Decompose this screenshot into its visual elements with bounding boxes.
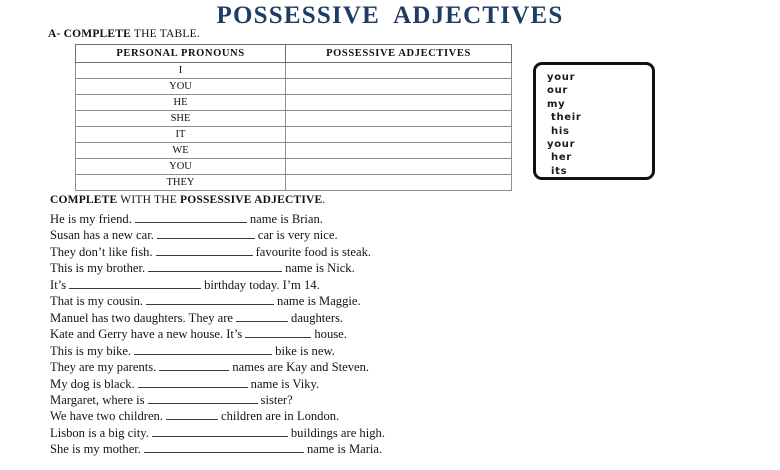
sentence-text-before: This is my bike.: [50, 343, 132, 358]
section-b-instruction-part2: WITH THE: [117, 194, 180, 206]
sentence-line: [50, 359, 750, 375]
adjective-answer-cell[interactable]: [286, 159, 512, 175]
pronoun-cell: HE: [76, 95, 286, 111]
sentence-text-after: house.: [314, 327, 347, 342]
table-row: [76, 127, 512, 143]
word-bank-item: your: [547, 139, 576, 151]
answer-blank[interactable]: [159, 359, 229, 371]
sentence-text-after: daughters.: [291, 310, 344, 325]
pronoun-cell: IT: [76, 127, 286, 143]
sentence-line: [50, 441, 750, 457]
pronoun-cell: YOU: [76, 159, 286, 175]
sentence-line: [50, 260, 750, 276]
pronoun-cell: YOU: [76, 79, 286, 95]
sentence-text-after: children are in London.: [221, 409, 340, 424]
sentence-text-before: She is my mother.: [50, 442, 141, 457]
answer-blank[interactable]: [146, 293, 274, 305]
answer-blank[interactable]: [135, 211, 247, 223]
section-b-instruction-part4: .: [322, 194, 326, 206]
sentence-line: [50, 425, 750, 441]
sentence-line: [50, 343, 750, 359]
word-bank-item: his: [551, 125, 570, 137]
column-header-possessive-adjectives: POSSESSIVE ADJECTIVES: [286, 45, 512, 63]
section-b-instruction: [50, 194, 325, 206]
sentence-text-after: car is very nice.: [257, 228, 338, 243]
sentence-text-after: name is Brian.: [249, 212, 323, 226]
adjective-answer-cell[interactable]: [286, 79, 512, 95]
word-bank-box: [533, 62, 655, 180]
sentence-text-before: Kate and Gerry have a new house. It’s: [50, 327, 243, 342]
sentence-text-after: favourite food is steak.: [255, 244, 372, 259]
adjective-answer-cell[interactable]: [286, 127, 512, 143]
adjective-answer-cell[interactable]: [286, 175, 512, 191]
sentence-text-after: birthday today. I’m 14.: [204, 277, 320, 292]
answer-blank[interactable]: [156, 244, 253, 256]
table-row: [76, 79, 512, 95]
sentence-text-before: Margaret, where is: [50, 392, 145, 407]
adjective-answer-cell[interactable]: [286, 95, 512, 111]
sentence-line: [50, 310, 750, 326]
section-a-instruction: [48, 28, 200, 40]
answer-blank[interactable]: [148, 260, 282, 272]
sentence-line: [50, 376, 750, 392]
pronoun-table: [75, 44, 512, 191]
sentence-text-after: name is Maria.: [306, 442, 383, 457]
answer-blank[interactable]: [144, 441, 304, 453]
sentence-text-after: buildings are high.: [290, 425, 385, 440]
sentence-text-before: They don’t like fish.: [50, 244, 153, 259]
sentence-text-before: This is my brother.: [50, 261, 146, 276]
word-bank-item: its: [551, 165, 568, 177]
answer-blank[interactable]: [69, 277, 201, 289]
pronoun-cell: THEY: [76, 175, 286, 191]
table-row: [76, 95, 512, 111]
answer-blank[interactable]: [134, 343, 272, 355]
sentence-line: [50, 392, 750, 408]
sentence-text-after: name is Viky.: [250, 376, 320, 391]
section-b-instruction-part1: COMPLETE: [50, 194, 118, 206]
word-bank-item: your: [547, 72, 576, 83]
sentence-text-before: Lisbon is a big city.: [50, 425, 149, 440]
word-bank-item: my: [547, 98, 566, 110]
answer-blank[interactable]: [152, 425, 288, 437]
section-a-instruction-rest: THE TABLE.: [131, 28, 200, 40]
table-header-row: [76, 45, 512, 63]
sentence-line: [50, 244, 750, 260]
page-title: POSSESSIVE ADJECTIVES: [216, 2, 564, 29]
sentence-line: [50, 293, 750, 309]
sentence-text-after: names are Kay and Steven.: [232, 360, 370, 375]
word-bank-item: their: [551, 112, 582, 124]
sentence-text-before: Susan has a new car.: [50, 228, 154, 243]
table-row: [76, 159, 512, 175]
pronoun-cell: WE: [76, 143, 286, 159]
table-row: [76, 175, 512, 191]
adjective-answer-cell[interactable]: [286, 111, 512, 127]
sentence-text-before: My dog is black.: [50, 376, 135, 391]
sentence-text-after: name is Maggie.: [277, 294, 361, 309]
column-header-personal-pronouns: PERSONAL PRONOUNS: [76, 45, 286, 63]
sentence-text-before: Manuel has two daughters. They are: [50, 310, 234, 325]
sentence-line: [50, 408, 750, 424]
answer-blank[interactable]: [236, 310, 288, 322]
sentence-line: [50, 227, 750, 243]
section-a-instruction-bold: A- COMPLETE: [48, 28, 132, 40]
answer-blank[interactable]: [157, 227, 255, 239]
pronoun-cell: SHE: [76, 111, 286, 127]
sentence-text-after: name is Nick.: [285, 261, 355, 276]
sentence-line: [50, 211, 750, 227]
table-row: [76, 143, 512, 159]
sentence-text-before: That is my cousin.: [50, 294, 144, 309]
sentence-text-after: bike is new.: [275, 343, 335, 358]
sentence-text-after: sister?: [260, 392, 293, 407]
adjective-answer-cell[interactable]: [286, 63, 512, 79]
sentence-text-before: We have two children.: [50, 409, 163, 424]
sentence-line: [50, 277, 750, 293]
word-bank-item: her: [551, 152, 572, 164]
adjective-answer-cell[interactable]: [286, 143, 512, 159]
answer-blank[interactable]: [148, 392, 258, 404]
sentence-text-before: It’s: [50, 277, 67, 292]
section-b-instruction-part3: POSSESSIVE ADJECTIVE: [180, 194, 323, 206]
sentence-line: [50, 326, 750, 342]
word-bank-item: our: [547, 85, 569, 97]
table-row: [76, 111, 512, 127]
sentence-list: [50, 211, 750, 458]
pronoun-cell: I: [76, 63, 286, 79]
sentence-text-before: He is my friend.: [50, 212, 132, 226]
table-row: [76, 63, 512, 79]
answer-blank[interactable]: [166, 408, 218, 420]
sentence-text-before: They are my parents.: [50, 360, 157, 375]
answer-blank[interactable]: [245, 326, 311, 338]
answer-blank[interactable]: [138, 376, 248, 388]
